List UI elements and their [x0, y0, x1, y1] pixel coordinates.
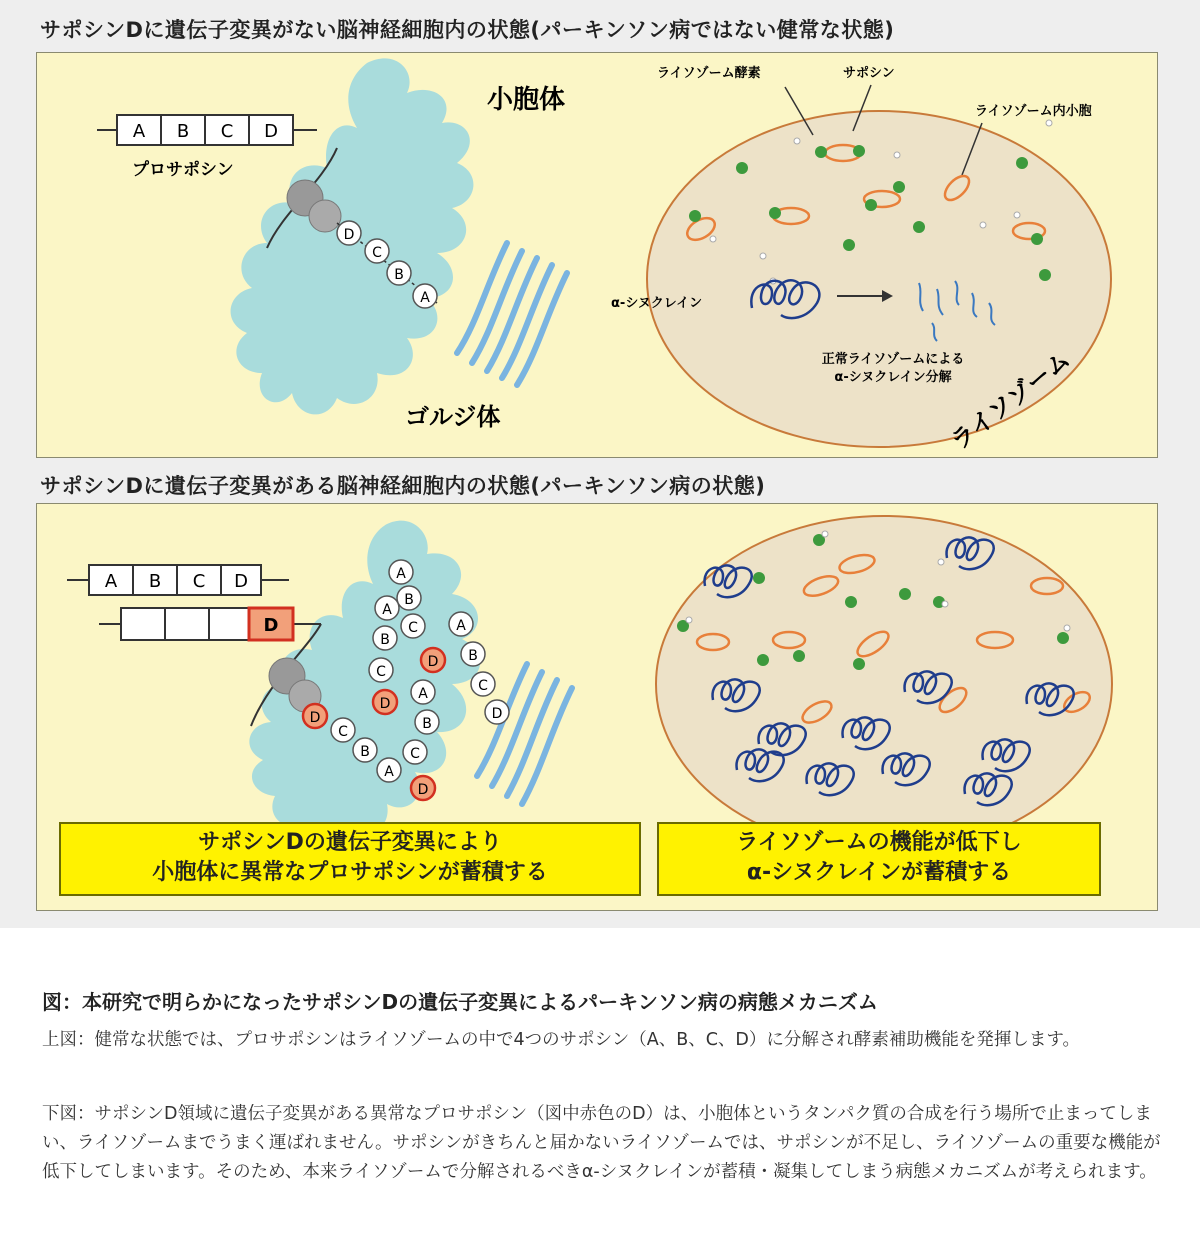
domain-c-label: C: [192, 571, 206, 592]
mutant-prosaposin-bar: [121, 608, 293, 640]
golgi-apparatus: [457, 243, 567, 385]
chain-bead-label: B: [360, 744, 370, 760]
chain-bead-label: B: [380, 632, 390, 648]
chain-bead-label: D: [379, 696, 391, 712]
caption-lower: 下図：サポシンD領域に遺伝子変異がある異常なプロサポシン（図中赤色のD）は、小胞体というタンパク質の合成を行う場所で止まってしまい、ライソゾームまでうまく運ばれません。サポシンがきちんと届かないライソゾームでは、サポシンが不足し、ライソゾームの重要な機能が低下してしまいます。そのため、本来ライソゾームで分解されるべきα-シヌクレインが蓄積・凝集してしまう病態メカニズムが考えられます。: [42, 1104, 1161, 1182]
chain-bead-label: C: [372, 245, 382, 261]
callout-er-accumulation: [59, 822, 641, 896]
chain-bead-label: B: [422, 716, 432, 732]
chain-bead-label: C: [408, 620, 418, 636]
callout-lysosome-line-1: ライソゾームの機能が低下し: [736, 830, 1022, 855]
callout-er-line-2: 小胞体に異常なプロサポシンが蓄積する: [152, 860, 548, 885]
domain-d-label: D: [264, 121, 278, 142]
domain-b-label: B: [176, 121, 190, 142]
callout-lysosome-dysfunction: [657, 822, 1101, 896]
degradation-label-1: 正常ライソゾームによる: [821, 352, 965, 367]
domain-b-label: B: [148, 571, 162, 592]
mutant-domain-label: D: [263, 615, 279, 636]
chain-bead-label: A: [420, 290, 430, 306]
chain-bead-label: A: [456, 618, 466, 634]
chain-bead-label: D: [491, 706, 503, 722]
golgi-label: ゴルジ体: [405, 403, 501, 431]
chain-bead-label: B: [394, 267, 404, 283]
saposin-label: サポシン: [843, 66, 895, 81]
domain-d-label: D: [234, 571, 248, 592]
top-diagram: [37, 53, 1157, 457]
domain-a-label: A: [132, 121, 146, 142]
figure-caption: [42, 986, 1172, 1236]
domain-a-label: A: [104, 571, 118, 592]
top-panel: [36, 52, 1158, 458]
callout-er-line-1: サポシンDの遺伝子変異により: [198, 830, 502, 855]
chain-bead-label: A: [382, 602, 392, 618]
caption-title: 図：本研究で明らかになったサポシンDの遺伝子変異によるパーキンソン病の病態メカニズム: [42, 990, 878, 1014]
chain-bead-label: D: [427, 654, 439, 670]
domain-c-label: C: [220, 121, 234, 142]
degradation-label-2: α-シヌクレイン分解: [834, 370, 952, 385]
prosaposin-label: プロサポシン: [132, 160, 234, 180]
synuclein-label: α-シヌクレイン: [611, 296, 703, 311]
top-section-title: サポシンDに遺伝子変異がない脳神経細胞内の状態(パーキンソン病ではない健常な状態): [40, 18, 895, 42]
chain-bead-label: B: [404, 592, 414, 608]
chain-bead-label: C: [478, 678, 488, 694]
chain-bead-label: B: [468, 648, 478, 664]
prosaposin-bar: [117, 115, 293, 145]
vesicle-label: ライソゾーム内小胞: [975, 104, 1092, 119]
chain-bead-label: A: [418, 686, 428, 702]
prosaposin-bar: [89, 565, 261, 595]
chain-bead-label: D: [309, 710, 321, 726]
lysosome-label: ライソゾーム: [945, 345, 1076, 456]
chain-bead-label: C: [338, 724, 348, 740]
chain-bead-label: C: [376, 664, 386, 680]
callout-lysosome-line-2: α-シヌクレインが蓄積する: [746, 860, 1012, 885]
chain-bead-label: A: [396, 566, 406, 582]
bottom-panel: [36, 503, 1158, 911]
er-label: 小胞体: [487, 85, 566, 115]
bottom-section-title: サポシンDに遺伝子変異がある脳神経細胞内の状態(パーキンソン病の状態): [40, 474, 766, 498]
enzyme-label: ライソゾーム酵素: [657, 66, 761, 81]
chain-bead-label: D: [417, 782, 429, 798]
chain-bead-label: C: [410, 746, 420, 762]
chain-bead-label: A: [384, 764, 394, 780]
chain-bead-label: D: [343, 227, 355, 243]
caption-upper: 上図：健常な状態では、プロサポシンはライソゾームの中で4つのサポシン（A、B、C、D）に分解され酵素補助機能を発揮します。: [42, 1030, 1081, 1050]
